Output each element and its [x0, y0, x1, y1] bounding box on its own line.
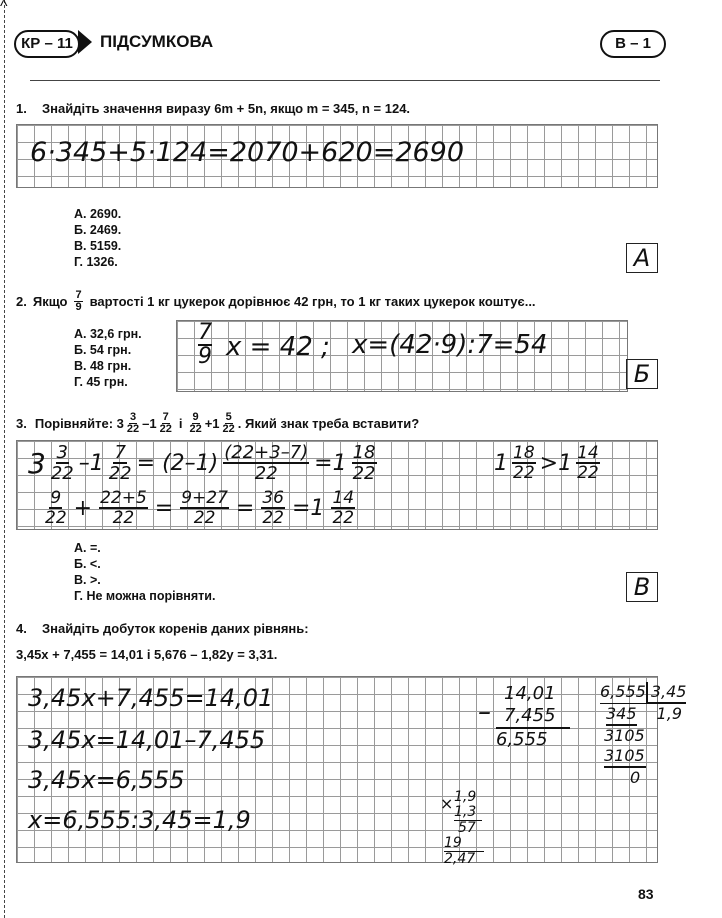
- task4-multiplication: × 1,9 1,3 57 19 2,47: [440, 790, 484, 867]
- test-code-badge: КР – 11: [14, 30, 80, 58]
- task1-option-b: Б. 2469.: [74, 223, 122, 237]
- task2-fraction: $\frac{7}{9}$: [75, 289, 82, 313]
- task3-text-b: –1: [142, 416, 157, 431]
- task3-number: 3.: [16, 416, 27, 431]
- task4-step-3: 3,45x=6,555: [28, 766, 185, 794]
- task1-solution: 6·345+5·124=2070+620=2690: [30, 137, 465, 168]
- task1-answer-box: А: [626, 243, 658, 273]
- task2-question: [16, 290, 536, 313]
- page-title: ПІДСУМКОВА: [100, 32, 214, 51]
- task3-text-c: і: [178, 416, 183, 431]
- task3-answer-box: В: [626, 572, 658, 602]
- task2-text-after: вартості 1 кг цукерок дорівнює 42 грн, то 1 кг таких цукерок коштує...: [89, 294, 536, 309]
- task3-question: [16, 412, 419, 435]
- pencil-arrow-icon: ^: [0, 0, 8, 15]
- task2-solution-eq: x = 42 ;: [226, 332, 330, 362]
- cut-line: [4, 0, 5, 918]
- page-number: 83: [638, 886, 654, 902]
- task3-frac-2: $\frac{7}{22}$: [159, 411, 172, 435]
- task1-options: [74, 206, 121, 270]
- task1-number: 1.: [16, 101, 27, 116]
- task4-step-1: 3,45x+7,455=14,01: [28, 684, 274, 712]
- task3-text-e: . Який знак треба вставити?: [237, 416, 420, 431]
- task1-question: Знайдіть значення виразу 6m + 5n, якщо m = 345, n = 124.: [42, 101, 411, 116]
- task3-comparison: 1 $\frac{18}{22}$ >1 $\frac{14}{22}$: [494, 443, 599, 483]
- task4-equations: 3,45x + 7,455 = 14,01 і 5,676 – 1,82y = 3,31.: [16, 647, 278, 662]
- task2-options: [74, 326, 142, 390]
- header-arrow-icon: [78, 30, 92, 54]
- task4-question: Знайдіть добуток коренів даних рівнянь:: [42, 621, 309, 636]
- task3-solution-line1: 3 $\frac{3}{22}$ –1 $\frac{7}{22}$ = (2–1) $\frac{(22+3-7)}{22}$ =1 $\frac{18}{22}$: [28, 442, 376, 484]
- task3-solution-line2: $\frac{9}{22}$ + $\frac{22+5}{22}$ = $\frac{9+27}{22}$ = $\frac{36}{22}$ =1 $\frac{14}{22}$: [45, 488, 355, 528]
- task3-text-a: Порівняйте: 3: [34, 416, 124, 431]
- task3-frac-1: $\frac{3}{22}$: [126, 411, 140, 435]
- task3-option-a: А. =.: [74, 541, 101, 555]
- task2-option-d: Г. 45 грн.: [74, 375, 128, 389]
- task3-options: [74, 540, 215, 604]
- task4-step-4: x=6,555:3,45=1,9: [28, 806, 251, 834]
- header-rule: [30, 80, 660, 81]
- task2-option-a: А. 32,6 грн.: [74, 327, 142, 341]
- task3-option-b: Б. <.: [74, 557, 101, 571]
- variant-badge: В – 1: [600, 30, 666, 58]
- task2-option-c: В. 48 грн.: [74, 359, 132, 373]
- task3-frac-4: $\frac{5}{22}$: [222, 411, 235, 435]
- task3-text-d: +1: [204, 416, 220, 431]
- task3-option-d: Г. Не можна порівняти.: [74, 589, 216, 603]
- task1-option-a: А. 2690.: [74, 207, 122, 221]
- task4-number: 4.: [16, 621, 27, 636]
- task2-answer-box: Б: [626, 359, 658, 389]
- task2-number: 2.: [16, 294, 27, 309]
- task2-option-b: Б. 54 грн.: [74, 343, 132, 357]
- task4-step-2: 3,45x=14,01–7,455: [28, 726, 266, 754]
- task2-text-before: Якщо: [32, 294, 68, 309]
- task1-option-c: В. 5159.: [74, 239, 122, 253]
- task3-option-c: В. >.: [74, 573, 101, 587]
- task4-subtraction: – 14,01 7,455 6,555: [478, 683, 570, 751]
- task1-option-d: Г. 1326.: [74, 255, 118, 269]
- task2-solution-fraction: 7 9: [198, 320, 212, 369]
- task4-division: 6,555 3,45 345 1,9 3105 3105 0: [600, 682, 687, 787]
- task2-solution-calc: x=(42·9):7=54: [352, 330, 548, 360]
- task3-frac-3: $\frac{9}{22}$: [189, 411, 202, 435]
